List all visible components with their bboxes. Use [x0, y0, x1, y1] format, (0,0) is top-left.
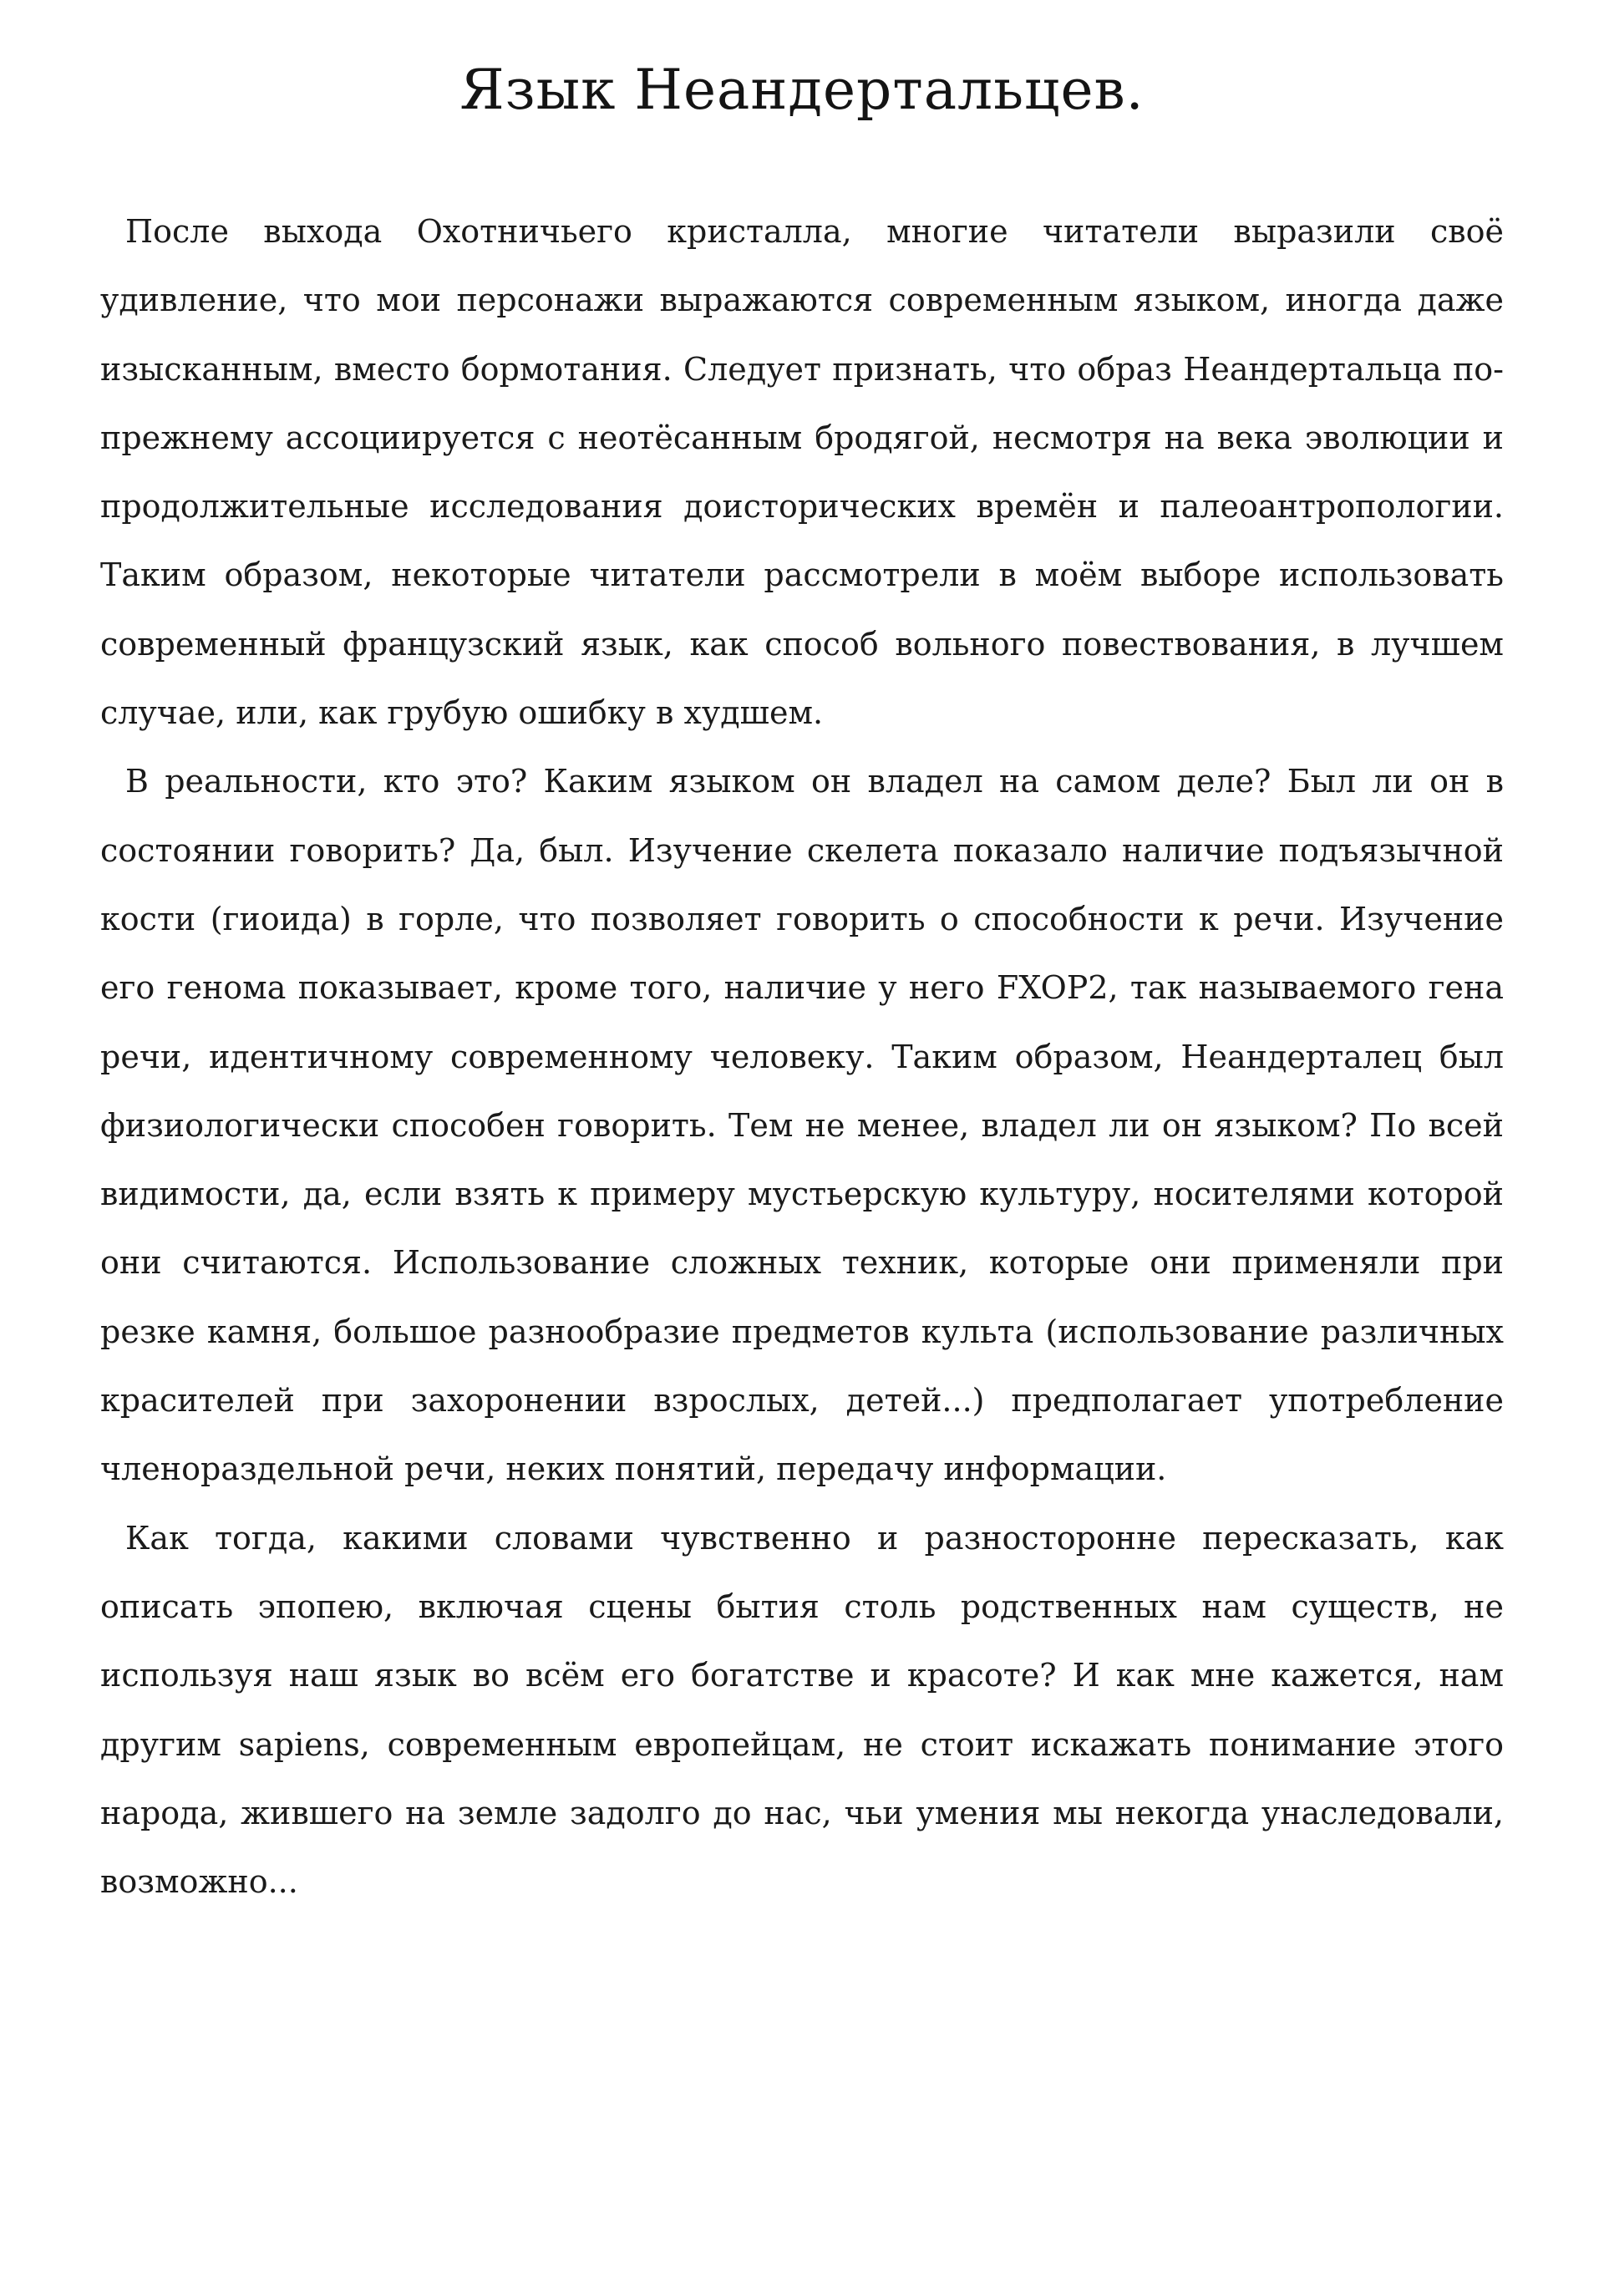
document-body: [100, 197, 1504, 1916]
paragraph-2: В реальности, кто это? Каким языком он владел на самом деле? Был ли он в состоянии говорить? Да, был. Изучение скелета показало наличие подъязычной кости (гиоида) в горле, что позволяет говорить о способности к речи. Изучение его генома показывает, кроме того, наличие у него FXOP2, так называемого гена речи, идентичному современному человеку. Таким образом, Неандерталец был физиологически способен говорить. Тем не менее, владел ли он языком? По всей видимости, да, если взять к примеру мустьерскую культуру, носителями которой они считаются. Использование сложных техник, которые они применяли при резке камня, большое разнообразие предметов культа (использование различных красителей при захоронении взрослых, детей...) предполагает употребление членораздельной речи, неких понятий, передачу информации.: [100, 763, 1504, 1488]
paragraph-1: После выхода Охотничьего кристалла, многие читатели выразили своё удивление, что мои персонажи выражаются современным языком, иногда даже изысканным, вместо бормотания. Следует признать, что образ Неандертальца по-прежнему ассоциируется с неотёсанным бродягой, несмотря на века эволюции и продолжительные исследования доисторических времён и палеоантропологии. Таким образом, некоторые читатели рассмотрели в моём выборе использовать современный французский язык, как способ вольного повествования, в лучшем случае, или, как грубую ошибку в худшем.: [100, 213, 1504, 732]
page-title: Язык Неандертальцев.: [459, 58, 1145, 122]
paragraph-3: Как тогда, какими словами чувственно и разносторонне пересказать, как описать эпопею, включая сцены бытия столь родственных нам существ, не используя наш язык во всём его богатстве и красоте? И как мне кажется, нам другим sapiens, современным европейцам, не стоит искажать понимание этого народа, жившего на земле задолго до нас, чьи умения мы некогда унаследовали, возможно...: [100, 1519, 1504, 1901]
